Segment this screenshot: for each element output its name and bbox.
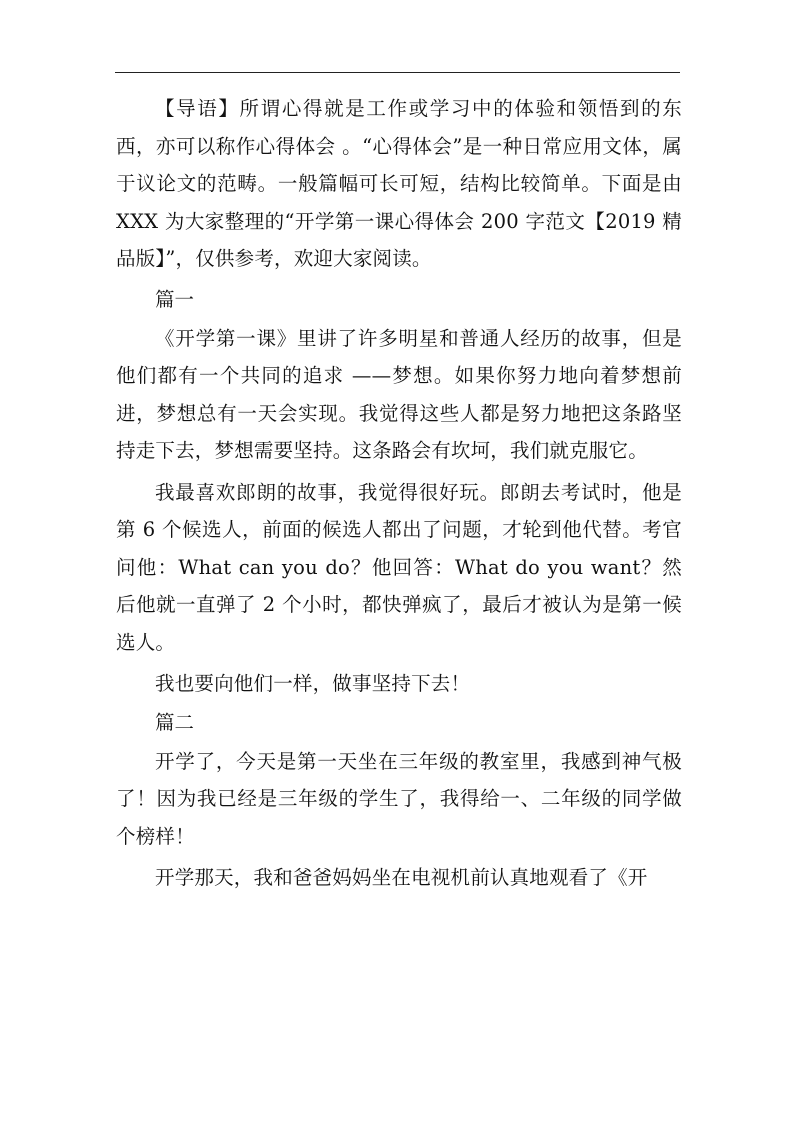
section2-paragraph-1: 开学了，今天是第一天坐在三年级的教室里，我感到神气极了！因为我已经是三年级的学生了，我得给一、二年级的同学做个榜样！ xyxy=(116,749,682,848)
section1-paragraph-3: 我也要向他们一样，做事坚持下去！ xyxy=(155,672,471,695)
section2-paragraph-2: 开学那天，我和爸爸妈妈坐在电视机前认真地观看了《开 xyxy=(155,866,648,889)
section-heading-2: 篇二 xyxy=(155,710,195,734)
document-body xyxy=(116,90,682,897)
header-rule xyxy=(115,72,680,73)
section1-paragraph-2: 我最喜欢郎朗的故事，我觉得很好玩。郎朗去考试时，他是第 6 个候选人，前面的候选人都出了问题，才轮到他代替。考官问他：What can you do？他回答：What do you want？然后他就一直弹了 2 个小时，都快弹疯了，最后才被认为是第一候选人。 xyxy=(116,480,682,654)
section-heading-1: 篇一 xyxy=(155,287,195,311)
intro-paragraph: 【导语】所谓心得就是工作或学习中的体验和领悟到的东西，亦可以称作心得体会 。“心得体会”是一种日常应用文体，属于议论文的范畴。一般篇幅可长可短，结构比较简单。下面是由 XXX 为大家整理的“开学第一课心得体会 200 字范文【2019 精品版】”，仅供参考，欢迎大家阅读。 xyxy=(116,97,682,270)
section1-paragraph-1: 《开学第一课》里讲了许多明星和普通人经历的故事，但是他们都有一个共同的追求 ——梦想。如果你努力地向着梦想前进，梦想总有一天会实现。我觉得这些人都是努力地把这条路坚持走下去，梦想需要坚持。这条路会有坎坷，我们就克服它。 xyxy=(116,326,682,462)
